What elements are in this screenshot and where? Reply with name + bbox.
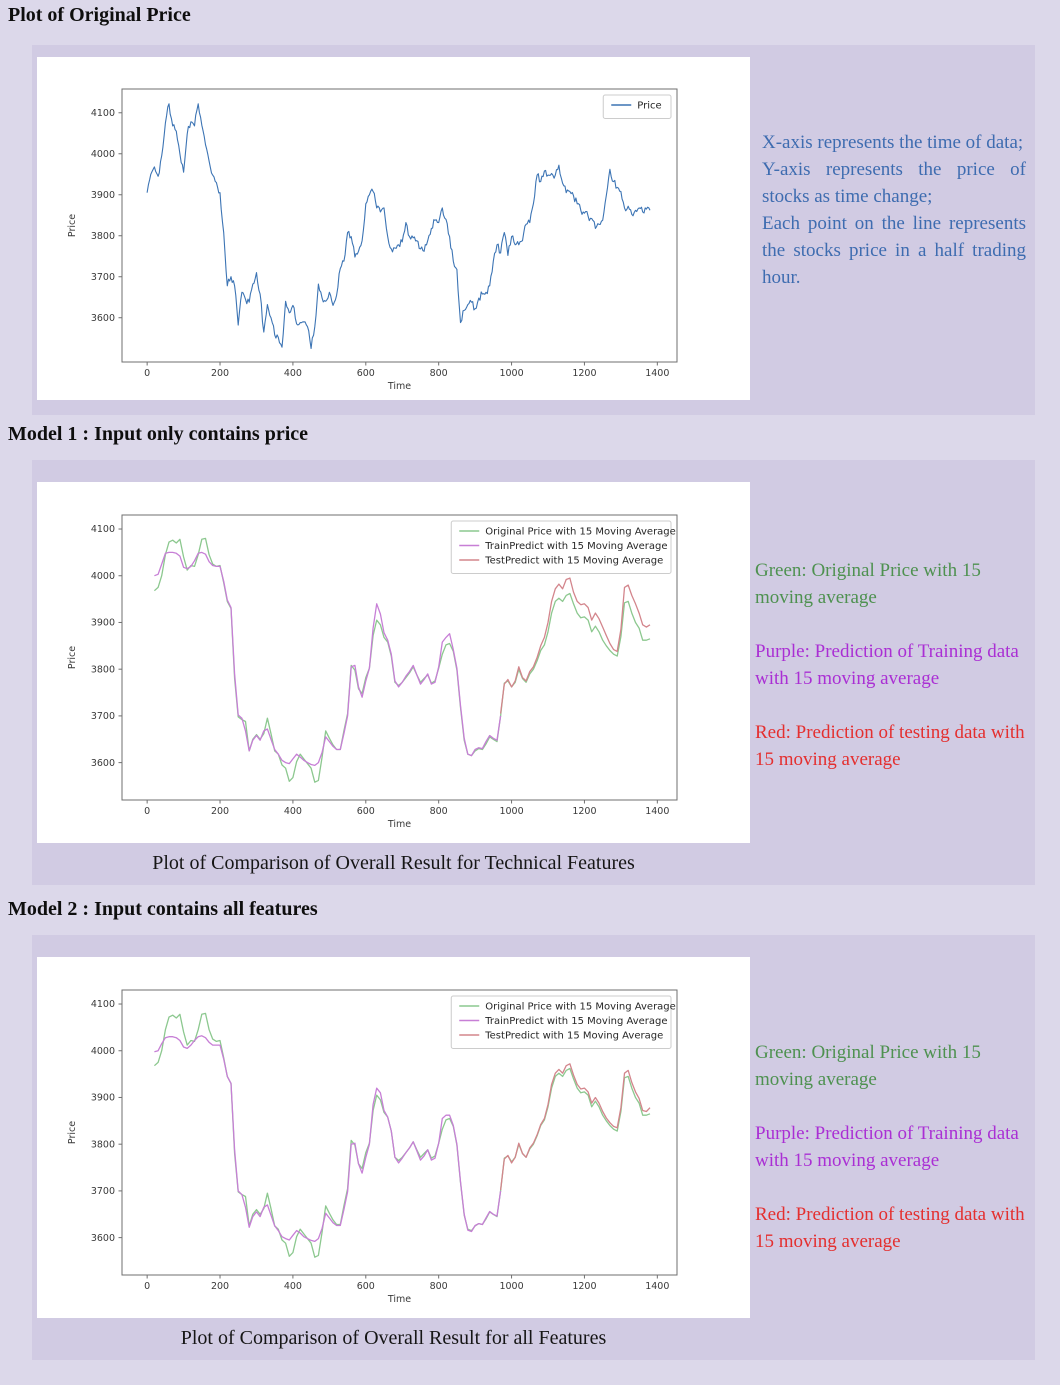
model1-comparison-figure: [37, 482, 750, 843]
svg-text:1400: 1400: [645, 368, 670, 379]
section3-panel: [32, 935, 1035, 1360]
svg-text:600: 600: [356, 806, 375, 817]
svg-text:3700: 3700: [90, 271, 115, 283]
svg-text:4100: 4100: [90, 107, 115, 119]
svg-text:1000: 1000: [499, 806, 524, 817]
svg-text:Time: Time: [387, 1294, 412, 1305]
axis-description-note: [762, 130, 1026, 292]
svg-text:1400: 1400: [645, 806, 670, 817]
svg-text:4000: 4000: [90, 1045, 115, 1057]
note-line: X-axis represents the time of data;: [762, 132, 1024, 153]
model2-comparison-chart: [37, 957, 750, 1318]
svg-text:TestPredict with 15 Moving Ave: TestPredict with 15 Moving Average: [485, 1030, 664, 1042]
original-price-chart: [37, 57, 750, 400]
svg-text:800: 800: [429, 1281, 448, 1292]
svg-text:200: 200: [210, 1281, 230, 1292]
svg-text:0: 0: [144, 806, 151, 817]
svg-text:3900: 3900: [90, 617, 115, 629]
section1-heading: Plot of Original Price: [8, 4, 191, 26]
svg-text:4100: 4100: [90, 524, 115, 536]
svg-text:Time: Time: [387, 381, 412, 392]
svg-text:Price: Price: [67, 213, 78, 238]
red-note: Red: Prediction of testing data with 15 moving average: [755, 1203, 1025, 1252]
green-note: Green: Original Price with 15 moving average: [755, 560, 981, 608]
svg-text:3800: 3800: [90, 230, 115, 242]
svg-text:3800: 3800: [90, 1139, 115, 1151]
model1-comparison-chart: [37, 482, 750, 843]
svg-text:Price: Price: [637, 100, 662, 112]
svg-text:3700: 3700: [90, 1186, 115, 1198]
svg-text:1400: 1400: [645, 1281, 670, 1292]
svg-text:0: 0: [144, 368, 151, 379]
svg-text:1200: 1200: [572, 1281, 597, 1292]
model2-legend-note: [755, 1040, 1033, 1283]
section3-heading: Model 2 : Input contains all features: [8, 898, 318, 920]
original-price-figure: [37, 57, 750, 400]
green-note: Green: Original Price with 15 moving average: [755, 1042, 981, 1090]
model1-figure-caption: Plot of Comparison of Overall Result for Technical Features: [152, 852, 635, 874]
svg-text:Original Price with 15 Moving: Original Price with 15 Moving Average: [485, 526, 676, 538]
svg-text:TrainPredict with 15 Moving Av: TrainPredict with 15 Moving Average: [485, 1015, 668, 1027]
svg-text:3600: 3600: [90, 1232, 115, 1244]
note-line: Each point on the line represents the stocks price in a half trading hour.: [762, 212, 1026, 288]
svg-text:1200: 1200: [572, 368, 597, 379]
svg-text:TestPredict with 15 Moving Ave: TestPredict with 15 Moving Average: [485, 555, 664, 567]
svg-text:3900: 3900: [90, 189, 115, 201]
red-note: Red: Prediction of testing data with 15 moving average: [755, 721, 1025, 770]
svg-text:800: 800: [429, 368, 448, 379]
svg-text:1200: 1200: [572, 806, 597, 817]
svg-text:600: 600: [356, 1281, 375, 1292]
svg-text:3800: 3800: [90, 664, 115, 676]
svg-text:4100: 4100: [90, 999, 115, 1011]
model1-legend-note: [755, 558, 1033, 801]
svg-text:200: 200: [210, 368, 230, 379]
svg-text:400: 400: [283, 368, 302, 379]
svg-text:Time: Time: [387, 819, 412, 830]
model2-figure-caption: Plot of Comparison of Overall Result for all Features: [180, 1327, 607, 1349]
purple-note: Purple: Prediction of Training data with 15 moving average: [755, 640, 1019, 689]
svg-text:400: 400: [283, 1281, 302, 1292]
note-line: Y-axis represents the price of stocks as time change;: [762, 158, 1026, 207]
purple-note: Purple: Prediction of Training data with 15 moving average: [755, 1122, 1019, 1171]
svg-text:1000: 1000: [499, 1281, 524, 1292]
model2-comparison-figure: [37, 957, 750, 1318]
svg-text:Price: Price: [67, 645, 78, 670]
section2-panel: [32, 460, 1035, 885]
svg-text:3700: 3700: [90, 711, 115, 723]
svg-text:Price: Price: [67, 1120, 78, 1145]
svg-text:400: 400: [283, 806, 302, 817]
svg-text:0: 0: [144, 1281, 151, 1292]
svg-text:4000: 4000: [90, 148, 115, 160]
svg-text:3600: 3600: [90, 312, 115, 324]
svg-text:TrainPredict with 15 Moving Av: TrainPredict with 15 Moving Average: [485, 540, 668, 552]
svg-text:Original Price with 15 Moving: Original Price with 15 Moving Average: [485, 1001, 676, 1013]
section2-heading: Model 1 : Input only contains price: [8, 423, 309, 445]
svg-text:600: 600: [356, 368, 375, 379]
svg-text:200: 200: [210, 806, 230, 817]
section1-panel: [32, 45, 1035, 415]
svg-text:1000: 1000: [499, 368, 524, 379]
svg-text:800: 800: [429, 806, 448, 817]
svg-text:4000: 4000: [90, 570, 115, 582]
svg-text:3900: 3900: [90, 1092, 115, 1104]
svg-text:3600: 3600: [90, 757, 115, 769]
